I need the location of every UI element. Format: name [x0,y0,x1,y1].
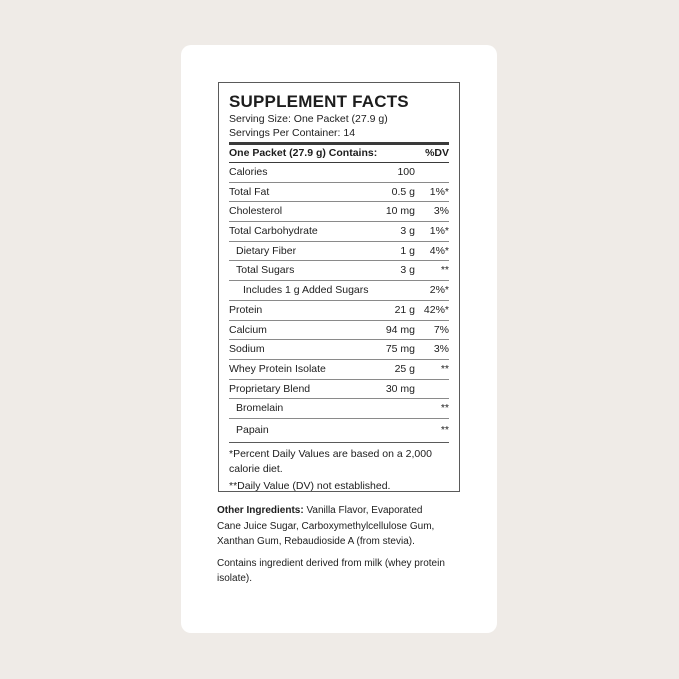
nutrient-row [229,261,449,281]
footnotes [229,447,449,494]
nutrient-row [229,281,449,301]
nutrient-amount: 75 mg [385,343,415,356]
nutrient-name: Calcium [229,323,267,336]
serving-size: Serving Size: One Packet (27.9 g) [229,113,388,125]
nutrient-dv: ** [440,423,449,436]
nutrient-name: Total Fat [229,185,270,198]
header-dv: %DV [425,147,449,159]
nutrient-name: Bromelain [236,402,284,415]
nutrient-dv: 3% [433,205,449,218]
nutrient-dv [415,163,449,182]
nutrient-dv: 1%* [429,225,449,238]
footnote-dv-not-established: **Daily Value (DV) not established. [229,479,391,492]
nutrient-amount: 30 mg [385,382,415,395]
nutrient-row [229,202,449,222]
other-ingredients [217,503,447,593]
nutrient-name: Proprietary Blend [229,382,311,395]
nutrient-amount: 25 g [394,362,415,375]
nutrient-dv: 1%* [429,185,449,198]
nutrient-amount: 0.5 g [391,185,415,198]
nutrient-row [229,301,449,321]
nutrient-dv: ** [440,402,449,415]
nutrient-row [229,222,449,242]
nutrient-name: Papain [236,423,269,436]
servings-per-container: Servings Per Container: 14 [229,127,356,139]
nutrient-row [229,419,449,443]
nutrient-amount [369,281,420,300]
nutrient-amount [355,399,415,418]
nutrient-name: Sodium [229,343,265,356]
other-ingredients-text: Vanilla Flavor, Evaporated Cane Juice Sugar, Carboxymethylcellulose Gum, Xanthan Gum, Rebaudioside A (from stevia). [217,505,435,547]
nutrient-amount [355,419,415,442]
facts-header [229,145,449,163]
nutrient-amount: 94 mg [385,323,415,336]
nutrient-amount: 3 g [400,225,415,238]
nutrient-name: Protein [229,303,263,316]
other-ingredients-paragraph [217,503,447,550]
nutrient-row [229,163,449,183]
nutrient-name: Cholesterol [229,205,283,218]
nutrient-dv: 7% [433,323,449,336]
nutrient-dv: ** [440,362,449,375]
supplement-facts-panel [218,82,460,492]
nutrient-dv: 2%* [429,284,449,297]
other-ingredients-label: Other Ingredients: [217,505,304,516]
nutrient-name: Calories [229,166,268,178]
nutrient-name: Dietary Fiber [236,244,297,257]
nutrient-amount: 21 g [394,303,415,316]
nutrient-name: Total Sugars [236,264,295,277]
nutrient-amount: 3 g [400,264,415,277]
nutrient-row [229,399,449,419]
nutrient-name: Total Carbohydrate [229,225,318,238]
nutrient-dv [415,380,449,399]
header-label: One Packet (27.9 g) Contains: [229,147,378,159]
nutrient-dv: 3% [433,343,449,356]
nutrient-row [229,340,449,360]
nutrient-dv: ** [440,264,449,277]
nutrient-amount: 100 [397,166,415,178]
nutrient-dv: 42%* [423,303,449,316]
allergen-statement: Contains ingredient derived from milk (whey protein isolate). [217,557,445,584]
nutrient-amount: 1 g [400,244,415,257]
nutrient-row [229,380,449,400]
nutrient-row [229,242,449,262]
nutrient-name: Whey Protein Isolate [229,362,326,375]
nutrient-row [229,321,449,341]
nutrient-row [229,360,449,380]
nutrient-row [229,183,449,203]
footnote-dv-basis: *Percent Daily Values are based on a 2,000 calorie diet. [229,447,432,475]
nutrient-name: Includes 1 g Added Sugars [243,284,369,297]
nutrient-amount: 10 mg [385,205,415,218]
panel-title: SUPPLEMENT FACTS [229,92,409,111]
nutrient-dv: 4%* [429,244,449,257]
